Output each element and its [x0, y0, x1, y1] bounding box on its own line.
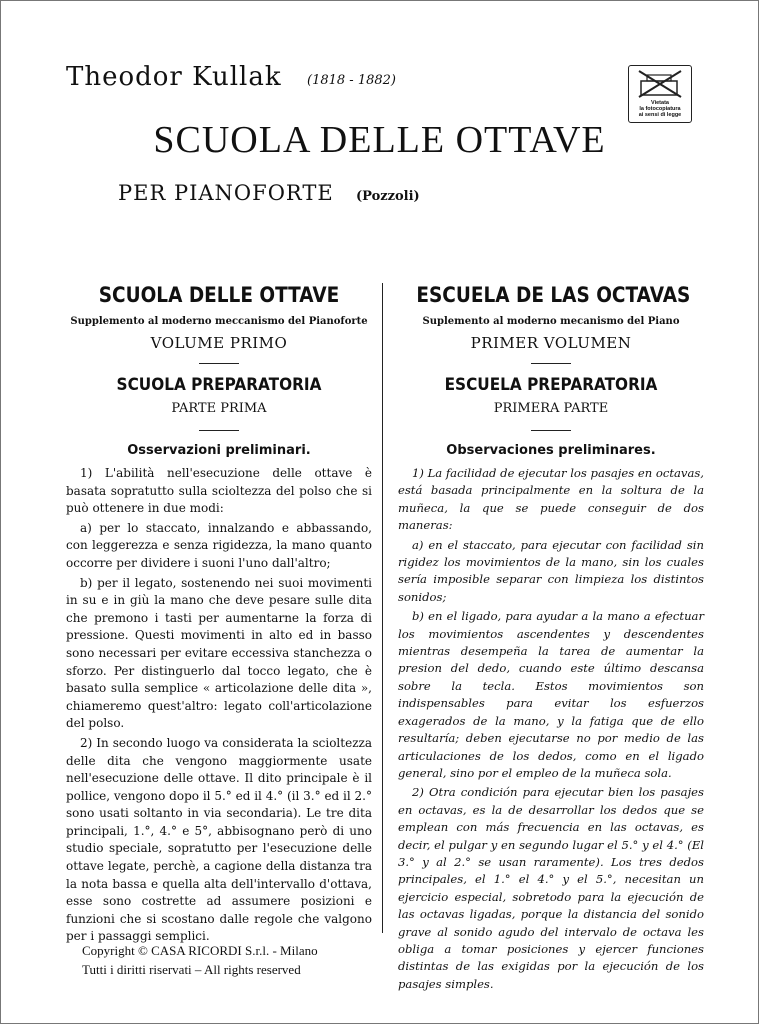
subtitle: PER PIANOFORTE — [118, 181, 334, 205]
italian-paragraph: a) per lo staccato, innalzando e abbassando, con leggerezza e senza rigidezza, la mano quanto occorre per dividere i suoni l'uno dall'altro; — [66, 520, 372, 570]
main-title: SCUOLA DELLE OTTAVE — [153, 119, 606, 161]
composer-dates: (1818 - 1882) — [307, 73, 396, 88]
editor-name: (Pozzoli) — [356, 189, 420, 204]
spanish-rule-1 — [531, 363, 571, 364]
italian-heading: Osservazioni preliminari. — [127, 443, 311, 458]
spanish-paragraph: b) en el ligado, para ayudar a la mano a efectuar los movimientos ascendentes y descendentes mientras desempeña la tarea de aumentar la presion del dedo, cuando este último descansa sobre la tecla. Estos movimientos son indispensables para evitar los esfuerzos exagerados de la mano, y la fatiga que de ello resultaría; deben ejecutarse no por medio de las articulaciones de los dedos, como en el ligado general, sino por el empleo de la muñeca sola. — [398, 609, 704, 780]
crossed-copier-icon — [637, 69, 683, 99]
composer-name: Theodor Kullak — [66, 62, 282, 92]
spanish-paragraph: 2) Otra condición para ejecutar bien los pasajes en octavas, es la de desarrollar los dedos que se emplean con más frecuencia en las octavas, es decir, el pulgar y en segundo lugar el 5.° y el 4.° (El 3.° y al 2.° se usan raramente). Los tres dedos principales, el 1.° el 4.° y el 5.°, necesitan un ejercicio especial, sobretodo para la ejecución de las octavas ligadas, porque la distancia del sonido grave al sonido agudo del intervalo de octava les obliga a tomar posiciones y ejercer funciones distintas de las exigidas por la ejecución de los pasajes simples. — [398, 785, 704, 991]
spanish-volume: PRIMER VOLUMEN — [470, 334, 632, 352]
spanish-rule-2 — [531, 430, 571, 431]
italian-section: SCUOLA PREPARATORIA — [116, 375, 322, 395]
italian-paragraph: 1) L'abilità nell'esecuzione delle ottave è basata sopratutto sulla scioltezza del polso che si può ottenere in due modi: — [66, 466, 372, 516]
italian-title: SCUOLA DELLE OTTAVE — [98, 283, 340, 307]
spanish-part: PRIMERA PARTE — [493, 401, 609, 416]
spanish-title: ESCUELA DE LAS OCTAVAS — [416, 283, 691, 307]
column-divider — [382, 283, 383, 933]
italian-rule-1 — [199, 363, 239, 364]
spanish-body — [398, 465, 704, 993]
spanish-supplement: Suplemento al moderno mecanismo del Piano — [422, 316, 680, 327]
italian-body — [66, 465, 372, 946]
italian-paragraph: 2) In secondo luogo va considerata la scioltezza delle dita che vengono maggiormente usate nell'esecuzione delle ottave. Il dito principale è il pollice, vengono dopo il 5.° ed il 4.° (il 3.° ed il 2.° sono usati soltanto in via secondaria). Le tre dita principali, 1.°, 4.° e 5°, abbisognano però di uno studio speciale, sopratutto per l'esecuzione delle ottave legate, perchè, a cagione della distanza tra la nota bassa e quella alta dell'intervallo d'ottava, esse sono costrette ad assumere posizioni e funzioni che si scostano dalle regole che valgono per i passaggi semplici. — [66, 735, 372, 944]
italian-part: PARTE PRIMA — [171, 401, 267, 416]
italian-rule-2 — [199, 430, 239, 431]
italian-volume: VOLUME PRIMO — [150, 334, 288, 352]
spanish-paragraph: 1) La facilidad de ejecutar los pasajes en octavas, está basada principalmente en la soltura de la muñeca, la que se puede conseguir de dos maneras: — [398, 466, 704, 533]
italian-supplement: Supplemento al moderno meccanismo del Pianoforte — [70, 316, 368, 327]
no-photocopy-stamp — [628, 65, 692, 123]
rights-notice: Tutti i diritti riservati – All rights reserved — [82, 962, 301, 977]
stamp-text: Vietata la fotocopiatura ai sensi di legge — [638, 100, 682, 118]
spanish-section: ESCUELA PREPARATORIA — [444, 375, 658, 395]
italian-column — [66, 283, 372, 948]
spanish-heading: Observaciones preliminares. — [446, 443, 656, 458]
spanish-column — [398, 283, 704, 995]
copyright-notice: Copyright © CASA RICORDI S.r.l. - Milano — [82, 943, 318, 958]
italian-paragraph: b) per il legato, sostenendo nei suoi movimenti in su e in giù la mano che deve pesare sulle dita che premono i tasti per aumentarne la forza di pressione. Questi movimenti in alto ed in basso sono necessari per evitare eccessiva stanchezza o sforzo. Per distinguerlo dal tocco legato, che è basato sulla semplice « articolazione delle dita », chiameremo quest'altro: legato coll'articolazione del polso. — [66, 575, 372, 731]
spanish-paragraph: a) en el staccato, para ejecutar con facilidad sin rigidez los movimientos de la mano, sin los cuales sería imposible separar con limpieza los distintos sonidos; — [398, 537, 704, 604]
